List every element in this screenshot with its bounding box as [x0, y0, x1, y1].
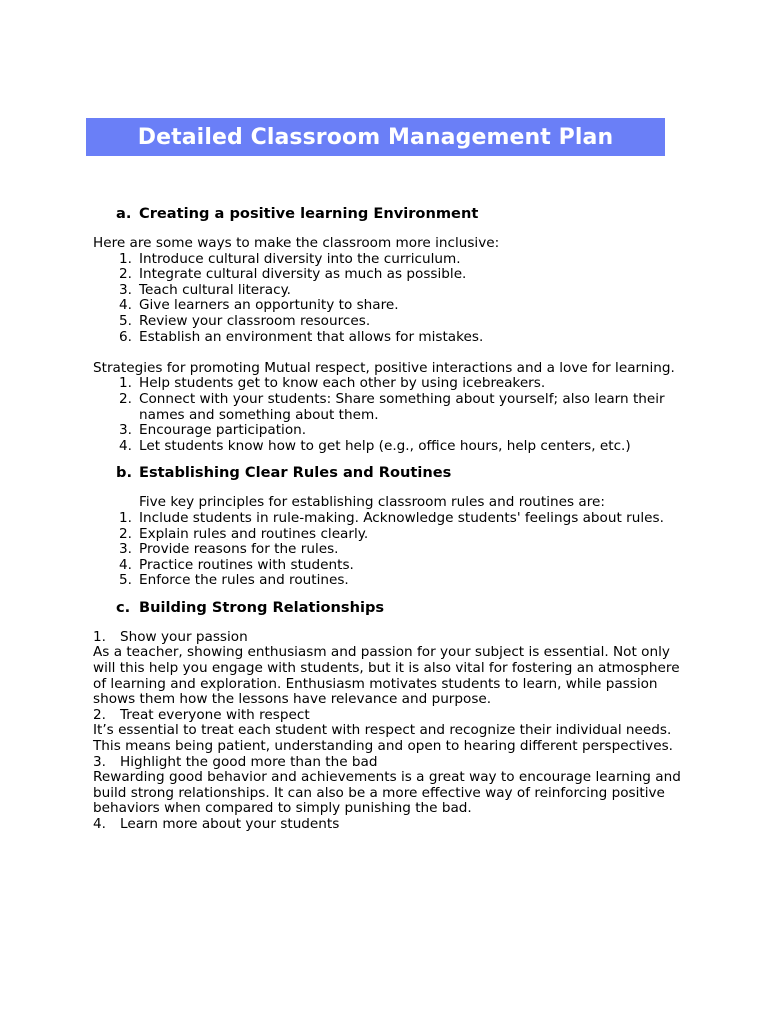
item-body: It’s essential to treat each student with respect and recognize their individual needs. This means being patient, understanding and open to hearing different perspectives.: [93, 722, 673, 755]
relationship-item: [93, 817, 683, 833]
list-item: 2. Explain rules and routines clearly.: [119, 525, 369, 542]
list-item: 3. Encourage participation.: [119, 422, 307, 439]
list-item: 4. Practice routines with students.: [119, 556, 354, 573]
section-b-marker: b.: [116, 464, 132, 482]
item-number: 4.: [93, 816, 106, 832]
section-c-heading: [116, 599, 683, 617]
item-title: Show your passion: [120, 628, 248, 645]
relationship-item: [93, 630, 683, 708]
section-b-heading: [116, 464, 683, 482]
list-item: 5. Enforce the rules and routines.: [119, 572, 349, 589]
title-banner: [86, 118, 665, 156]
section-b-intro: Five key principles for establishing classroom rules and routines are:: [139, 494, 605, 511]
item-title: Highlight the good more than the bad: [120, 753, 378, 770]
section-a-title: Creating a positive learning Environment: [139, 205, 479, 222]
item-number: 1.: [93, 628, 106, 645]
relationship-item: [93, 755, 683, 817]
item-body: Rewarding good behavior and achievements is a great way to encourage learning and build strong relationships. It can also be a more effective way of reinforcing positive behaviors when compared to simply punishing the bad.: [93, 769, 681, 817]
item-body: As a teacher, showing enthusiasm and passion for your subject is essential. Not only will this help you engage with students, but it is also vital for fostering an atmosphere of learning and exploration. Enthusiasm motivates students to learn, while passion shows them how the lessons have relevance and purpose.: [93, 644, 680, 708]
list-item: 5. Review your classroom resources.: [119, 312, 371, 329]
item-title: Treat everyone with respect: [120, 706, 310, 723]
section-a-marker: a.: [116, 205, 132, 222]
list-item: 2. Integrate cultural diversity as much as possible.: [119, 266, 467, 283]
list-item: 2. Connect with your students: Share something about yourself; also learn their names and something about them.: [119, 390, 665, 423]
list-item: 4. Give learners an opportunity to share.: [119, 297, 399, 314]
list-item: 1. Include students in rule-making. Acknowledge students' feelings about rules.: [119, 509, 664, 526]
list-item: 1. Help students get to know each other by using icebreakers.: [119, 375, 546, 392]
list-item: 3. Teach cultural literacy.: [119, 281, 291, 298]
section-c-title: Building Strong Relationships: [139, 598, 385, 616]
list-item: 3. Provide reasons for the rules.: [119, 541, 339, 558]
item-number: 3.: [93, 753, 106, 770]
item-title: Learn more about your students: [120, 816, 340, 832]
page-title: Detailed Classroom Management Plan: [137, 124, 614, 150]
section-a-heading: [116, 205, 683, 223]
section-a-intro-2: Strategies for promoting Mutual respect, positive interactions and a love for learning.: [93, 359, 675, 376]
section-b-title: Establishing Clear Rules and Routines: [139, 464, 452, 482]
inclusive-ways-list: [93, 252, 683, 346]
section-a-intro: Here are some ways to make the classroom more inclusive:: [93, 235, 500, 251]
list-item: 4. Let students know how to get help (e.g., office hours, help centers, etc.): [119, 437, 631, 454]
rules-principles-list: [93, 511, 683, 589]
list-item: 6. Establish an environment that allows for mistakes.: [119, 328, 484, 345]
document-body: [93, 205, 683, 833]
item-number: 2.: [93, 706, 106, 723]
relationship-item: [93, 708, 683, 755]
list-item: 1. Introduce cultural diversity into the curriculum.: [119, 250, 461, 267]
section-c-marker: c.: [116, 598, 131, 616]
mutual-respect-list: [93, 376, 683, 454]
